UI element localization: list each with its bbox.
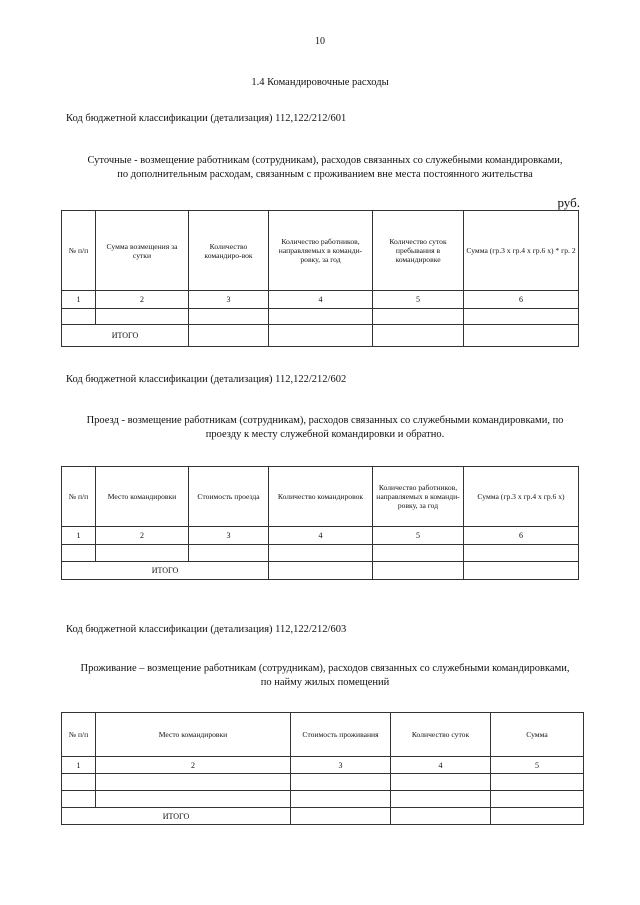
table-cell <box>291 774 391 791</box>
column-number: 1 <box>62 291 96 309</box>
table-cell <box>62 545 96 562</box>
table-cell <box>62 309 96 325</box>
table-cell <box>269 562 373 580</box>
table-row <box>62 774 584 791</box>
table-cell <box>96 309 189 325</box>
table-cell <box>391 808 491 825</box>
column-number: 3 <box>189 291 269 309</box>
column-number-row <box>62 527 579 545</box>
header-cell: Сумма <box>491 713 584 757</box>
header-cell: Количество командировок <box>269 467 373 527</box>
total-label: ИТОГО <box>62 562 269 580</box>
section-title: 1.4 Командировочные расходы <box>251 77 389 88</box>
table-cell <box>391 774 491 791</box>
page-number: 10 <box>315 36 325 47</box>
table-cell <box>391 791 491 808</box>
header-cell: Количество суток <box>391 713 491 757</box>
table-row <box>62 309 579 325</box>
column-number: 4 <box>269 527 373 545</box>
daily-allowance-table <box>61 210 579 347</box>
header-cell: Стоимость проезда <box>189 467 269 527</box>
table-cell <box>464 545 579 562</box>
table-cell <box>373 309 464 325</box>
header-cell: Стоимость проживания <box>291 713 391 757</box>
column-number: 1 <box>62 757 96 774</box>
table-cell <box>464 309 579 325</box>
column-number: 5 <box>373 291 464 309</box>
total-label: ИТОГО <box>62 325 189 347</box>
table-cell <box>96 774 291 791</box>
table-cell <box>373 325 464 347</box>
header-cell: Место командировки <box>96 713 291 757</box>
description-601 <box>60 154 590 182</box>
column-number-row <box>62 291 579 309</box>
table-cell <box>373 562 464 580</box>
header-cell: Количество работников, направляемых в команди-ровку, за год <box>269 211 373 291</box>
header-cell: Сумма возмещения за сутки <box>96 211 189 291</box>
travel-table <box>61 466 579 580</box>
description-line: Проживание – возмещение работникам (сотрудникам), расходов связанных со служебными командировками, <box>80 663 570 674</box>
column-number: 4 <box>391 757 491 774</box>
column-number-row <box>62 757 584 774</box>
description-line: Суточные - возмещение работникам (сотрудникам), расходов связанных со служебными командировками, <box>87 155 563 166</box>
header-cell: Место командировки <box>96 467 189 527</box>
budget-code-601: Код бюджетной классификации (детализация) 112,122/212/601 <box>66 113 347 124</box>
table-cell <box>96 545 189 562</box>
description-line: по найму жилых помещений <box>260 677 390 688</box>
total-row <box>62 562 579 580</box>
table-cell <box>291 791 391 808</box>
table-row <box>62 791 584 808</box>
table-cell <box>96 791 291 808</box>
header-cell: Сумма (гр.3 х гр.4 х гр.6 х) * гр. 2 <box>464 211 579 291</box>
header-cell: № п/п <box>62 467 96 527</box>
header-cell: Количество работников, направляемых в команди-ровку, за год <box>373 467 464 527</box>
table-cell <box>491 791 584 808</box>
table-cell <box>373 545 464 562</box>
column-number: 4 <box>269 291 373 309</box>
column-number: 3 <box>291 757 391 774</box>
description-line: Проезд - возмещение работникам (сотрудникам), расходов связанных со служебными командировками, по <box>86 415 564 426</box>
column-number: 2 <box>96 291 189 309</box>
table-header-row <box>62 713 584 757</box>
table-cell <box>464 325 579 347</box>
table-cell <box>189 325 269 347</box>
column-number: 6 <box>464 291 579 309</box>
table-cell <box>491 808 584 825</box>
table-cell <box>491 774 584 791</box>
table-cell <box>269 325 373 347</box>
budget-code-602: Код бюджетной классификации (детализация) 112,122/212/602 <box>66 374 347 385</box>
header-cell: Сумма (гр.3 х гр.4 х гр.6 х) <box>464 467 579 527</box>
header-cell: Количество суток пребывания в командировке <box>373 211 464 291</box>
header-cell: № п/п <box>62 211 96 291</box>
table-cell <box>269 309 373 325</box>
column-number: 5 <box>373 527 464 545</box>
total-label: ИТОГО <box>62 808 291 825</box>
table-row <box>62 545 579 562</box>
total-row <box>62 325 579 347</box>
table-cell <box>62 791 96 808</box>
description-603 <box>60 662 590 690</box>
table-cell <box>464 562 579 580</box>
accommodation-table <box>61 712 584 825</box>
description-602 <box>60 414 590 442</box>
budget-code-603: Код бюджетной классификации (детализация) 112,122/212/603 <box>66 624 347 635</box>
table-cell <box>189 545 269 562</box>
total-row <box>62 808 584 825</box>
currency-label: руб. <box>557 195 580 210</box>
table-cell <box>291 808 391 825</box>
column-number: 3 <box>189 527 269 545</box>
table-cell <box>269 545 373 562</box>
description-line: проезду к месту служебной командировки и обратно. <box>205 429 445 440</box>
table-header-row <box>62 467 579 527</box>
table-header-row <box>62 211 579 291</box>
column-number: 2 <box>96 757 291 774</box>
description-line: по дополнительным расходам, связанным с проживанием вне места постоянного жительства <box>117 169 533 180</box>
header-cell: Количество командиро-вок <box>189 211 269 291</box>
column-number: 5 <box>491 757 584 774</box>
table-cell <box>189 309 269 325</box>
table-cell <box>62 774 96 791</box>
column-number: 1 <box>62 527 96 545</box>
column-number: 6 <box>464 527 579 545</box>
header-cell: № п/п <box>62 713 96 757</box>
column-number: 2 <box>96 527 189 545</box>
